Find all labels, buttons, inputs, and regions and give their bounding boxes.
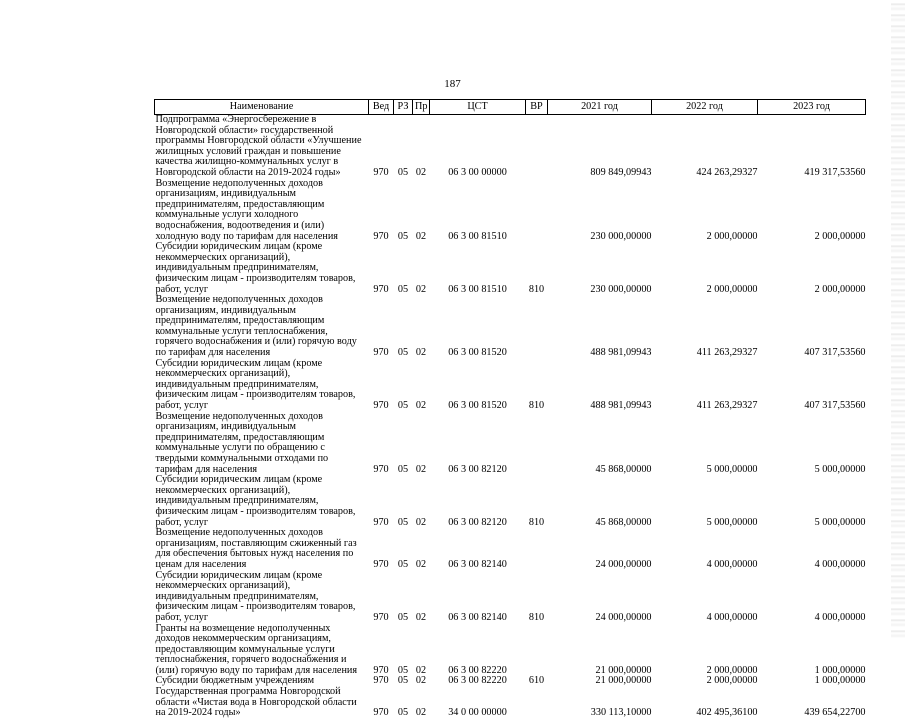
row-cst: 06 3 00 82220 <box>448 676 507 687</box>
row-name: Возмещение недополученных доходов организациям, индивидуальным предпринимателям, предоставляющим коммунальные услуги теплоснабжения, горячего водоснабжения и (или) горячую воду по тарифам для населения <box>155 294 357 359</box>
row-2021: 45 868,00000 <box>595 463 652 475</box>
row-name: Возмещение недополученных доходов организациям, поставляющим сжиженный газ для обеспечения бытовых нужд населения по ценам для населения <box>155 527 357 570</box>
row-2021: 24 000,00000 <box>595 611 652 623</box>
row-2022: 4 000,00000 <box>706 611 758 623</box>
row-2021: 230 000,00000 <box>590 230 652 242</box>
table-row <box>155 115 866 179</box>
row-ved: 970 <box>373 664 389 676</box>
row-name: Подпрограмма «Энергосбережение в Новгородской области» государственной программы Новгородской области «Улучшение жилищных условий граждан и повышение качества жилищно-коммунальных услуг в Новгородской области на 2019-2024 годы» <box>155 114 362 178</box>
header-2022: 2022 год <box>652 100 758 115</box>
row-cst: 34 0 00 00000 <box>448 707 507 719</box>
row-2022: 2 000,00000 <box>706 664 758 676</box>
table-row <box>155 475 866 528</box>
row-2023: 4 000,00000 <box>814 611 866 623</box>
row-2021: 21 000,00000 <box>595 676 652 687</box>
row-pr: 02 <box>415 676 427 687</box>
row-vr: 810 <box>528 400 545 412</box>
row-vr <box>526 687 548 719</box>
row-vr <box>526 115 548 179</box>
row-rz: 05 <box>397 400 409 412</box>
row-cst: 06 3 00 00000 <box>448 166 507 178</box>
row-2023: 439 654,22700 <box>804 707 866 719</box>
row-name: Возмещение недополученных доходов организациям, индивидуальным предпринимателям, предоставляющим коммунальные услуги холодного водоснабжения, водоотведения и (или) холодную воду по тарифам для населения <box>155 177 338 242</box>
table-row <box>155 359 866 412</box>
row-vr <box>526 624 548 677</box>
row-rz: 05 <box>397 558 409 570</box>
row-2023: 2 000,00000 <box>814 283 866 295</box>
row-2022: 5 000,00000 <box>706 463 758 475</box>
table-row <box>155 242 866 295</box>
row-2023: 2 000,00000 <box>814 230 866 242</box>
header-pr: Пр <box>413 100 430 115</box>
header-cst: ЦСТ <box>430 100 526 115</box>
row-vr <box>526 295 548 359</box>
row-ved: 970 <box>373 676 389 687</box>
row-2023: 4 000,00000 <box>814 558 866 570</box>
row-ved: 970 <box>373 707 389 719</box>
row-pr: 02 <box>415 463 427 475</box>
row-name: Субсидии бюджетным учреждениям <box>155 675 315 687</box>
row-name: Субсидии юридическим лицам (кроме некоммерческих организаций), индивидуальным предпринимателям, физическим лицам - производителям товаров, работ, услуг <box>155 569 356 623</box>
row-2021: 488 981,09943 <box>590 400 652 412</box>
row-cst: 06 3 00 82140 <box>448 611 507 623</box>
row-pr: 02 <box>415 707 427 719</box>
header-rz: РЗ <box>394 100 413 115</box>
row-cst: 06 3 00 82140 <box>448 558 507 570</box>
row-2023: 5 000,00000 <box>814 516 866 528</box>
row-2022: 4 000,00000 <box>706 558 758 570</box>
row-rz: 05 <box>397 676 409 687</box>
row-cst: 06 3 00 81520 <box>448 347 507 359</box>
row-2021: 21 000,00000 <box>595 664 652 676</box>
row-vr: 810 <box>528 283 545 295</box>
row-vr <box>526 412 548 476</box>
table-row <box>155 624 866 677</box>
row-ved: 970 <box>373 516 389 528</box>
row-2022: 424 263,29327 <box>696 166 758 178</box>
row-rz: 05 <box>397 463 409 475</box>
row-cst: 06 3 00 82120 <box>448 516 507 528</box>
row-ved: 970 <box>373 283 389 295</box>
header-2021: 2021 год <box>548 100 652 115</box>
row-pr: 02 <box>415 347 427 359</box>
row-vr: 810 <box>528 516 545 528</box>
row-ved: 970 <box>373 400 389 412</box>
row-cst: 06 3 00 81510 <box>448 230 507 242</box>
table-body <box>155 115 866 719</box>
row-rz: 05 <box>397 664 409 676</box>
row-name: Государственная программа Новгородской области «Чистая вода в Новгородской области на 2019-2024 годы» <box>155 686 357 719</box>
row-rz: 05 <box>397 283 409 295</box>
table-row <box>155 295 866 359</box>
row-pr: 02 <box>415 558 427 570</box>
row-pr: 02 <box>415 166 427 178</box>
row-name: Гранты на возмещение недополученных доходов некоммерческим организациям, предоставляющим коммунальные услуги теплоснабжения, горячего водоснабжения и (или) горячую воду по тарифам для населения <box>155 622 358 676</box>
table-header-row <box>155 100 866 115</box>
row-rz: 05 <box>397 516 409 528</box>
row-2023: 407 317,53560 <box>804 400 866 412</box>
row-cst: 06 3 00 82120 <box>448 463 507 475</box>
row-ved: 970 <box>373 230 389 242</box>
row-ved: 970 <box>373 558 389 570</box>
table-row <box>155 528 866 570</box>
row-rz: 05 <box>397 611 409 623</box>
row-vr <box>526 528 548 570</box>
row-pr: 02 <box>415 400 427 412</box>
row-ved: 970 <box>373 347 389 359</box>
row-2021: 24 000,00000 <box>595 558 652 570</box>
row-2023: 5 000,00000 <box>814 463 866 475</box>
row-pr: 02 <box>415 230 427 242</box>
row-vr: 810 <box>528 611 545 623</box>
row-cst: 06 3 00 82220 <box>448 664 507 676</box>
header-ved: Вед <box>369 100 394 115</box>
row-vr: 610 <box>528 676 545 687</box>
page-number: 187 <box>444 78 461 90</box>
table-row <box>155 412 866 476</box>
row-2021: 45 868,00000 <box>595 516 652 528</box>
row-cst: 06 3 00 81520 <box>448 400 507 412</box>
row-2023: 419 317,53560 <box>804 166 866 178</box>
row-vr <box>526 179 548 243</box>
row-rz: 05 <box>397 230 409 242</box>
row-2021: 488 981,09943 <box>590 347 652 359</box>
header-2023: 2023 год <box>758 100 866 115</box>
row-2021: 809 849,09943 <box>590 166 652 178</box>
row-cst: 06 3 00 81510 <box>448 283 507 295</box>
header-vr: ВР <box>526 100 548 115</box>
row-2021: 230 000,00000 <box>590 283 652 295</box>
row-ved: 970 <box>373 166 389 178</box>
row-name: Субсидии юридическим лицам (кроме некоммерческих организаций), индивидуальным предпринимателям, физическим лицам - производителям товаров, работ, услуг <box>155 357 356 412</box>
row-2023: 1 000,00000 <box>814 664 866 676</box>
row-2021: 330 113,10000 <box>590 707 652 719</box>
row-2023: 407 317,53560 <box>804 347 866 359</box>
row-name: Возмещение недополученных доходов организациям, индивидуальным предпринимателям, предоставляющим коммунальные услуги по обращению с твердыми коммунальными отходами по тарифам для населения <box>155 410 329 475</box>
row-2022: 411 263,29327 <box>696 400 758 412</box>
row-2022: 411 263,29327 <box>696 347 758 359</box>
header-name: Наименование <box>155 100 369 115</box>
row-pr: 02 <box>415 664 427 676</box>
row-ved: 970 <box>373 611 389 623</box>
row-pr: 02 <box>415 516 427 528</box>
row-2022: 402 495,36100 <box>696 707 758 719</box>
table-row <box>155 571 866 624</box>
row-2022: 2 000,00000 <box>706 676 758 687</box>
row-rz: 05 <box>397 166 409 178</box>
table-row <box>155 179 866 243</box>
table-row <box>155 687 866 719</box>
row-2022: 2 000,00000 <box>706 230 758 242</box>
row-2022: 2 000,00000 <box>706 283 758 295</box>
budget-table <box>154 99 866 719</box>
row-rz: 05 <box>397 347 409 359</box>
row-2023: 1 000,00000 <box>814 676 866 687</box>
row-rz: 05 <box>397 707 409 719</box>
row-2022: 5 000,00000 <box>706 516 758 528</box>
scan-edge-artifact <box>891 0 905 640</box>
row-pr: 02 <box>415 611 427 623</box>
row-ved: 970 <box>373 463 389 475</box>
row-name: Субсидии юридическим лицам (кроме некоммерческих организаций), индивидуальным предпринимателям, физическим лицам - производителям товаров, работ, услуг <box>155 474 356 528</box>
row-name: Субсидии юридическим лицам (кроме некоммерческих организаций), индивидуальным предпринимателям, физическим лицам - производителям товаров, работ, услуг <box>155 241 356 295</box>
row-pr: 02 <box>415 283 427 295</box>
table-row <box>155 676 866 687</box>
